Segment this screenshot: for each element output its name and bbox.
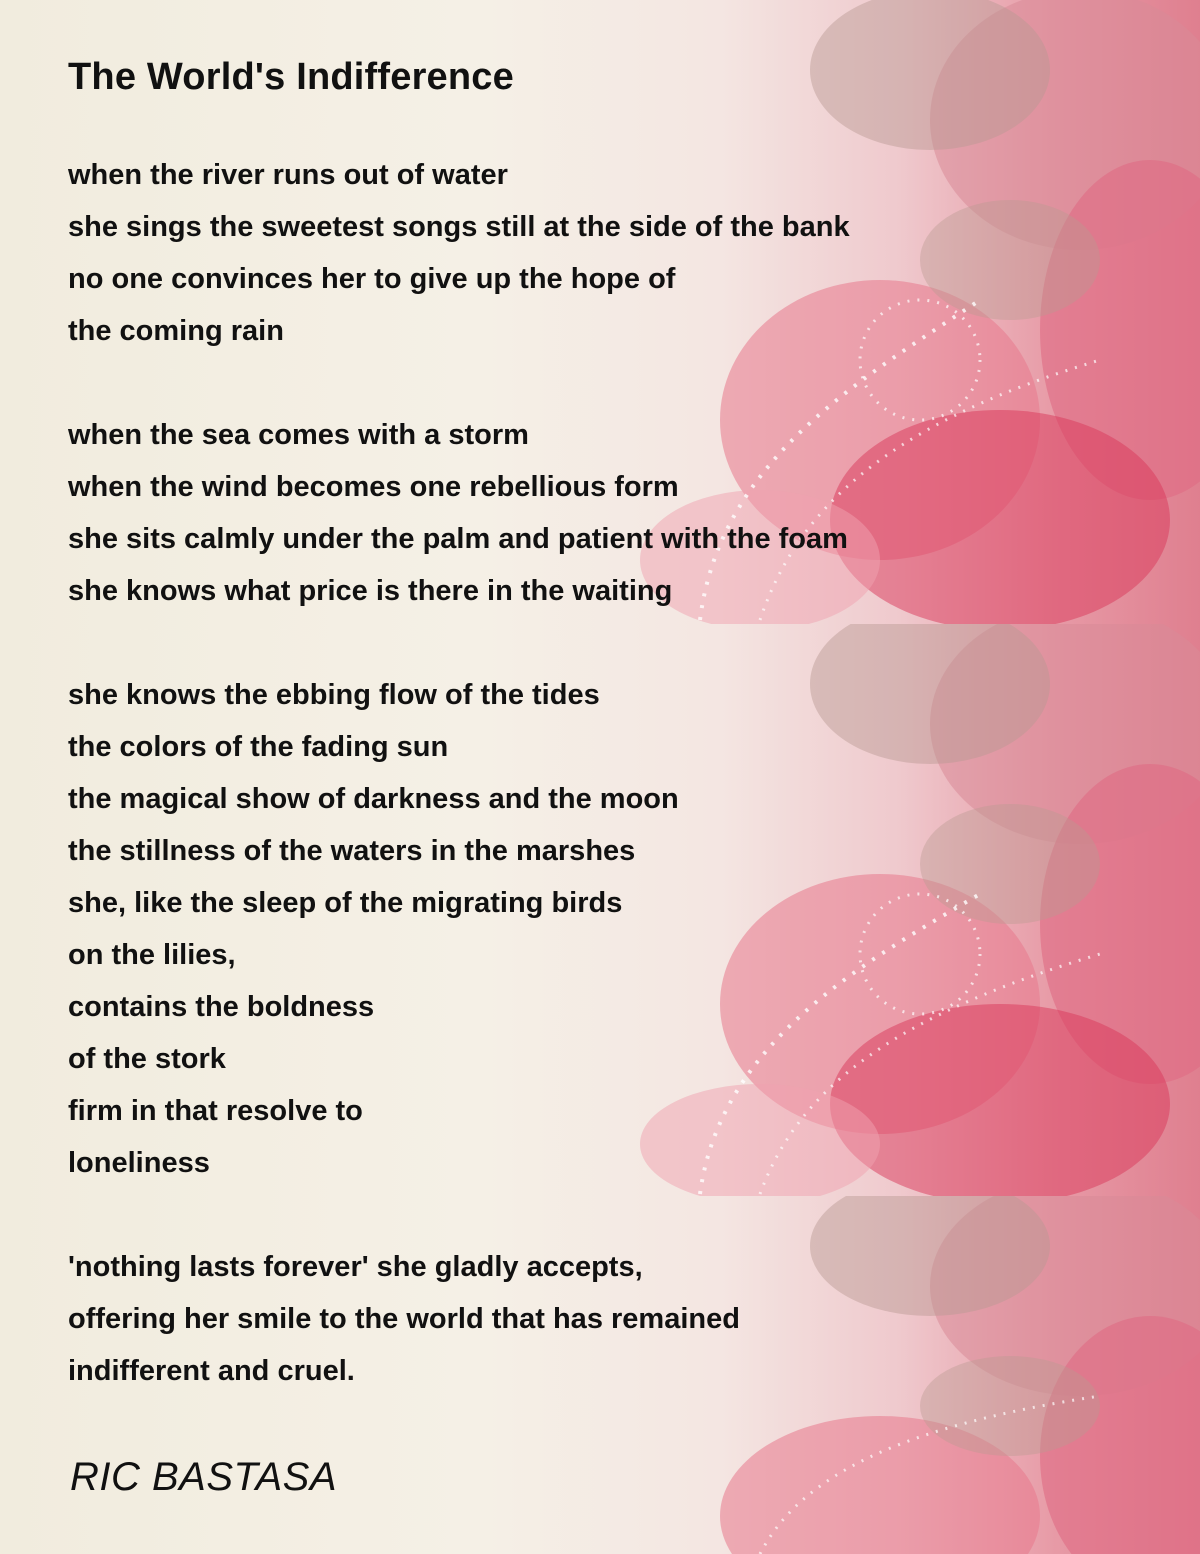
stanza-1	[68, 149, 850, 357]
poem-line: she, like the sleep of the migrating birds	[68, 887, 623, 919]
poem-line: when the sea comes with a storm	[68, 419, 529, 451]
poem-line: she knows the ebbing flow of the tides	[68, 679, 600, 711]
poem-line: firm in that resolve to	[68, 1095, 363, 1127]
poem-line: the colors of the fading sun	[68, 731, 449, 763]
poem-line: 'nothing lasts forever' she gladly accepts,	[68, 1251, 643, 1283]
poem-line: the magical show of darkness and the moon	[68, 783, 679, 815]
poem-line: offering her smile to the world that has remained	[68, 1303, 740, 1335]
stanza-2	[68, 409, 848, 617]
poem-line: she knows what price is there in the waiting	[68, 575, 673, 607]
stanza-4	[68, 1241, 740, 1397]
poem-line: indifferent and cruel.	[68, 1355, 355, 1387]
poem-line: contains the boldness	[68, 991, 375, 1023]
poem-line: she sings the sweetest songs still at the side of the bank	[68, 211, 850, 243]
stanza-3	[68, 669, 679, 1189]
poem-author: RIC BASTASA	[70, 1455, 338, 1499]
poem-line: she sits calmly under the palm and patient with the foam	[68, 523, 848, 555]
poem-line: when the river runs out of water	[68, 159, 508, 191]
poem-line: on the lilies,	[68, 939, 236, 971]
poem-line: loneliness	[68, 1147, 210, 1179]
poem-line: the coming rain	[68, 315, 284, 347]
poem-title: The World's Indifference	[68, 56, 514, 98]
poem-line: when the wind becomes one rebellious form	[68, 471, 679, 503]
poem-line: no one convinces her to give up the hope of	[68, 263, 676, 295]
poem-line: of the stork	[68, 1043, 226, 1075]
poem-line: the stillness of the waters in the marshes	[68, 835, 636, 867]
